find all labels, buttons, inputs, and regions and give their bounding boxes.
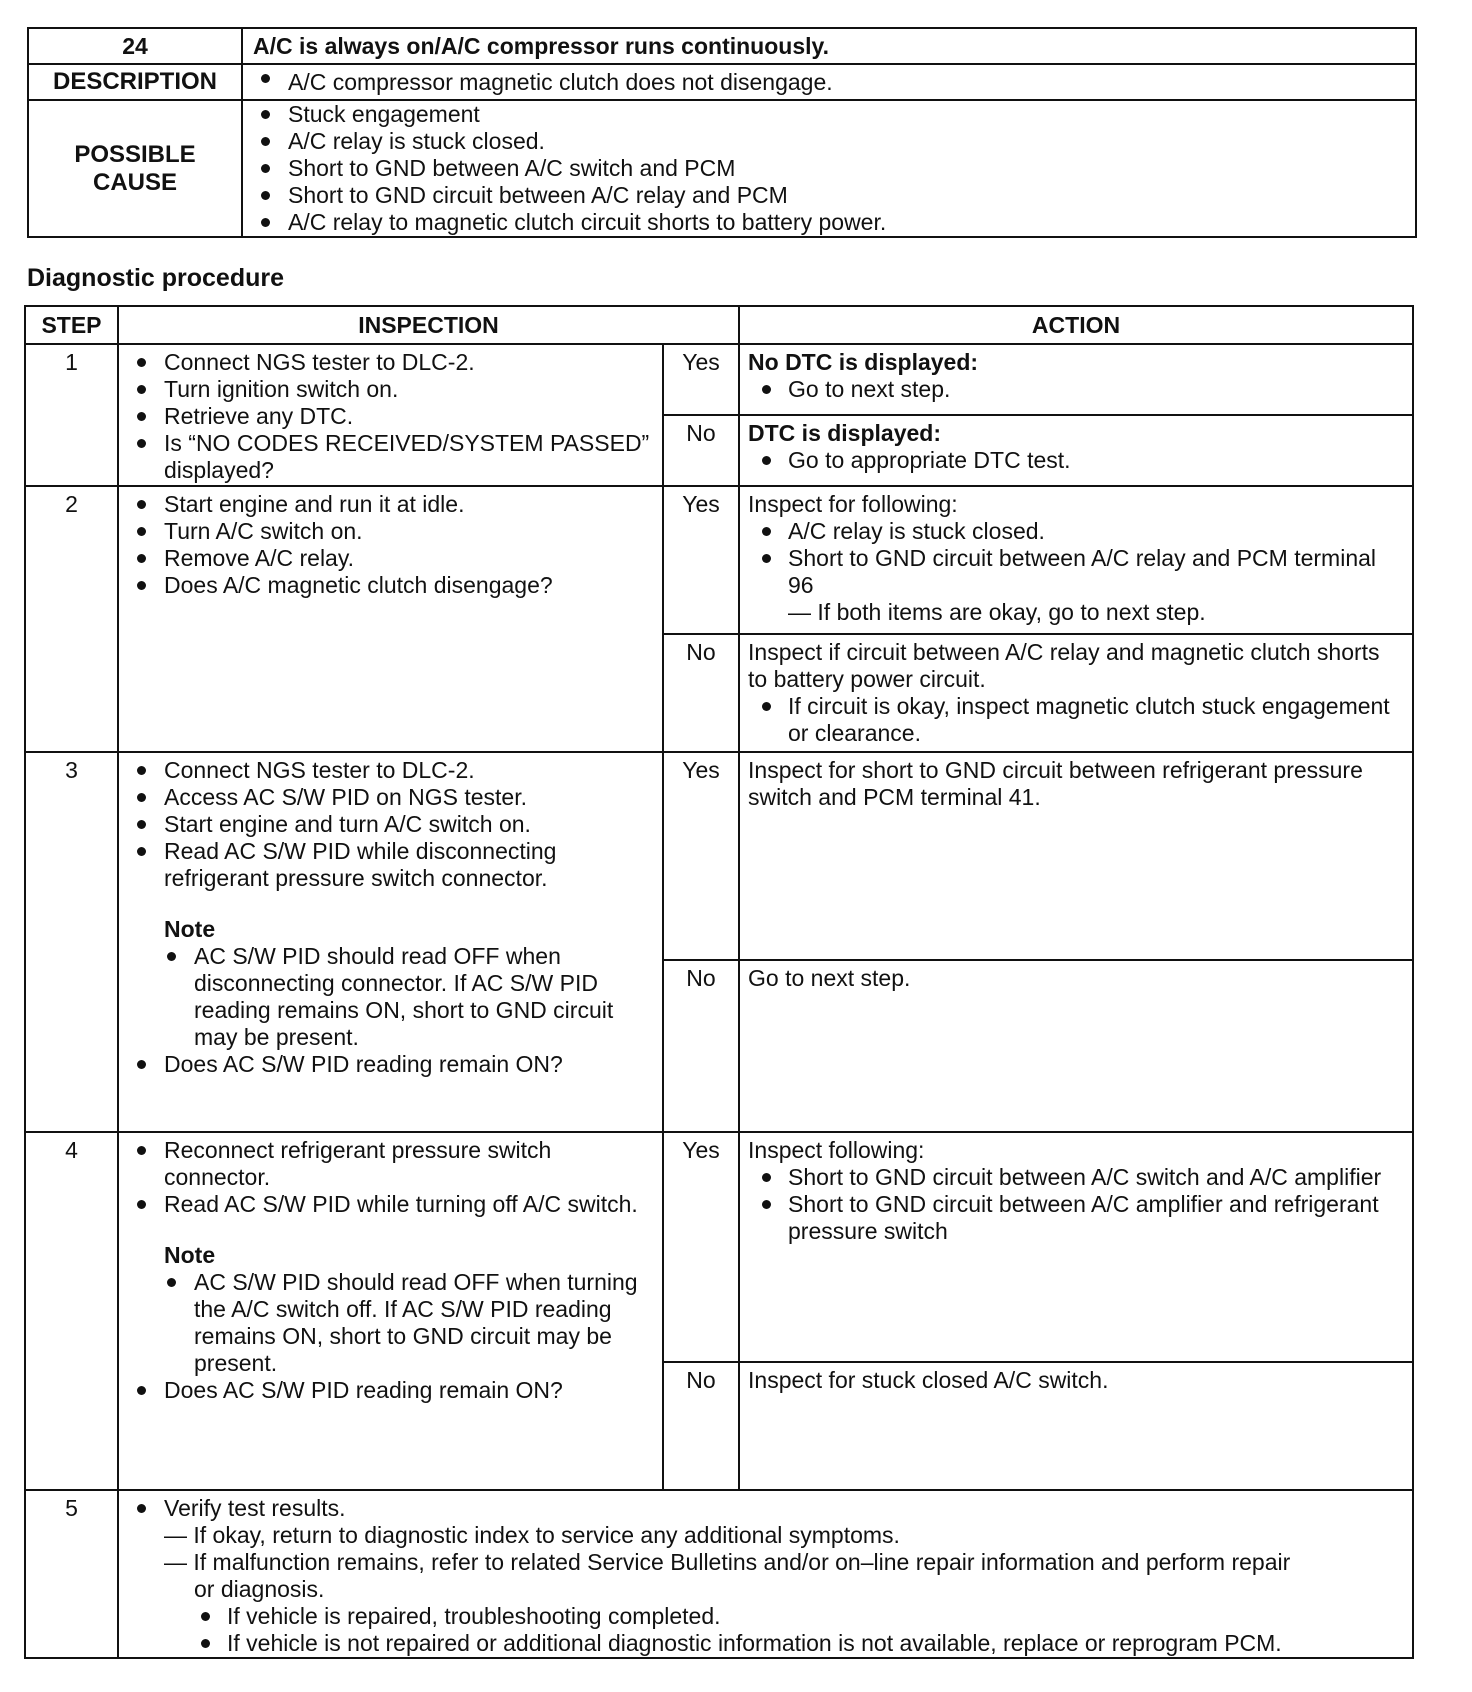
inspection-item: Remove A/C relay. <box>119 545 652 572</box>
yes-label: Yes <box>663 344 739 415</box>
inspection-question: Does AC S/W PID reading remain ON? <box>119 1051 652 1078</box>
cause-item: Stuck engagement <box>243 101 1415 128</box>
possible-cause-label <box>28 100 242 237</box>
yes-label: Yes <box>663 1132 739 1362</box>
result-note: — If malfunction remains, refer to related Service Bulletins and/or on–line repair information and perform repair <box>164 1549 1291 1575</box>
action-title: No DTC is displayed: <box>748 349 979 375</box>
step-inspection <box>118 344 663 486</box>
inspection-item: Retrieve any DTC. <box>119 403 652 430</box>
no-action <box>739 415 1413 486</box>
cause-item: Short to GND circuit between A/C relay and PCM <box>243 182 1415 209</box>
inspection-item: Connect NGS tester to DLC-2. <box>119 757 652 784</box>
action-item: Short to GND circuit between A/C amplifier and refrigerant pressure switch <box>748 1191 1404 1245</box>
step-number: 3 <box>25 752 118 1132</box>
cause-item: A/C relay to magnetic clutch circuit shorts to battery power. <box>243 209 1415 236</box>
step-inspection <box>118 752 663 1132</box>
yes-action: Inspect for short to GND circuit between refrigerant pressure switch and PCM terminal 41. <box>739 752 1413 960</box>
note-heading: Note <box>164 1242 216 1268</box>
step-number: 5 <box>25 1490 118 1658</box>
symptom-header-table <box>27 27 1417 238</box>
note-item: AC S/W PID should read OFF when disconnecting connector. If AC S/W PID reading remains ON, short to GND circuit may be present. <box>119 943 652 1051</box>
yes-action <box>739 486 1413 634</box>
step-inspection <box>118 1490 1413 1658</box>
step-inspection <box>118 1132 663 1490</box>
step-number: 4 <box>25 1132 118 1490</box>
inspection-item: Turn A/C switch on. <box>119 518 652 545</box>
yes-label: Yes <box>663 752 739 960</box>
step-inspection <box>118 486 663 752</box>
inspection-item: Read AC S/W PID while turning off A/C switch. <box>119 1191 652 1218</box>
column-header-step: STEP <box>25 306 118 344</box>
column-header-inspection: INSPECTION <box>118 306 739 344</box>
inspection-item: Read AC S/W PID while disconnecting refrigerant pressure switch connector. <box>119 838 652 892</box>
step-number: 2 <box>25 486 118 752</box>
cause-label-line2: CAUSE <box>92 168 177 196</box>
action-intro: Inspect for following: <box>748 491 958 517</box>
action-item: Short to GND circuit between A/C relay and PCM terminal 96 <box>748 545 1404 599</box>
cause-item: Short to GND between A/C switch and PCM <box>243 155 1415 182</box>
result-item: If vehicle is repaired, troubleshooting completed. <box>119 1603 1402 1630</box>
yes-action <box>739 344 1413 415</box>
no-label: No <box>663 634 739 752</box>
step-number: 1 <box>25 344 118 486</box>
result-item: If vehicle is not repaired or additional diagnostic information is not available, replace or reprogram PCM. <box>119 1630 1402 1657</box>
diagnostic-procedure-table <box>24 305 1414 1659</box>
no-action <box>739 634 1413 752</box>
inspection-item: Turn ignition switch on. <box>119 376 652 403</box>
no-action: Go to next step. <box>739 960 1413 1132</box>
description-label: DESCRIPTION <box>28 64 242 100</box>
description-cell <box>242 64 1416 100</box>
inspection-item: Start engine and turn A/C switch on. <box>119 811 652 838</box>
description-item: A/C compressor magnetic clutch does not disengage. <box>243 65 1415 99</box>
action-item: Short to GND circuit between A/C switch and A/C amplifier <box>748 1164 1404 1191</box>
inspection-item: Start engine and run it at idle. <box>119 491 652 518</box>
action-note: — If both items are okay, go to next step. <box>788 599 1206 625</box>
action-item: Go to next step. <box>748 376 1404 403</box>
inspection-item: Access AC S/W PID on NGS tester. <box>119 784 652 811</box>
action-intro: Inspect if circuit between A/C relay and magnetic clutch shorts to battery power circuit. <box>748 639 1380 692</box>
symptom-number: 24 <box>28 28 242 64</box>
inspection-item: Connect NGS tester to DLC-2. <box>119 349 652 376</box>
symptom-title: A/C is always on/A/C compressor runs continuously. <box>242 28 1416 64</box>
note-heading: Note <box>164 916 216 942</box>
column-header-action: ACTION <box>739 306 1413 344</box>
possible-cause-cell <box>242 100 1416 237</box>
section-title: Diagnostic procedure <box>27 264 284 292</box>
no-action: Inspect for stuck closed A/C switch. <box>739 1362 1413 1490</box>
inspection-item: Verify test results. <box>119 1495 1402 1522</box>
inspection-item: Is “NO CODES RECEIVED/SYSTEM PASSED” displayed? <box>119 430 652 484</box>
action-item: If circuit is okay, inspect magnetic clutch stuck engagement or clearance. <box>748 693 1404 747</box>
inspection-question: Does AC S/W PID reading remain ON? <box>119 1377 652 1404</box>
no-label: No <box>663 960 739 1132</box>
no-label: No <box>663 415 739 486</box>
note-item: AC S/W PID should read OFF when turning the A/C switch off. If AC S/W PID reading remains ON, short to GND circuit may be present. <box>119 1269 652 1377</box>
cause-item: A/C relay is stuck closed. <box>243 128 1415 155</box>
inspection-item: Reconnect refrigerant pressure switch connector. <box>119 1137 652 1191</box>
action-intro: Inspect following: <box>748 1137 925 1163</box>
inspection-item: Does A/C magnetic clutch disengage? <box>119 572 652 599</box>
result-note-continued: or diagnosis. <box>194 1576 325 1602</box>
cause-label-line1: POSSIBLE <box>74 140 196 168</box>
result-note: — If okay, return to diagnostic index to service any additional symptoms. <box>164 1522 900 1548</box>
no-label: No <box>663 1362 739 1490</box>
action-title: DTC is displayed: <box>748 420 941 446</box>
action-item: Go to appropriate DTC test. <box>748 447 1404 474</box>
yes-action <box>739 1132 1413 1362</box>
action-item: A/C relay is stuck closed. <box>748 518 1404 545</box>
yes-label: Yes <box>663 486 739 634</box>
